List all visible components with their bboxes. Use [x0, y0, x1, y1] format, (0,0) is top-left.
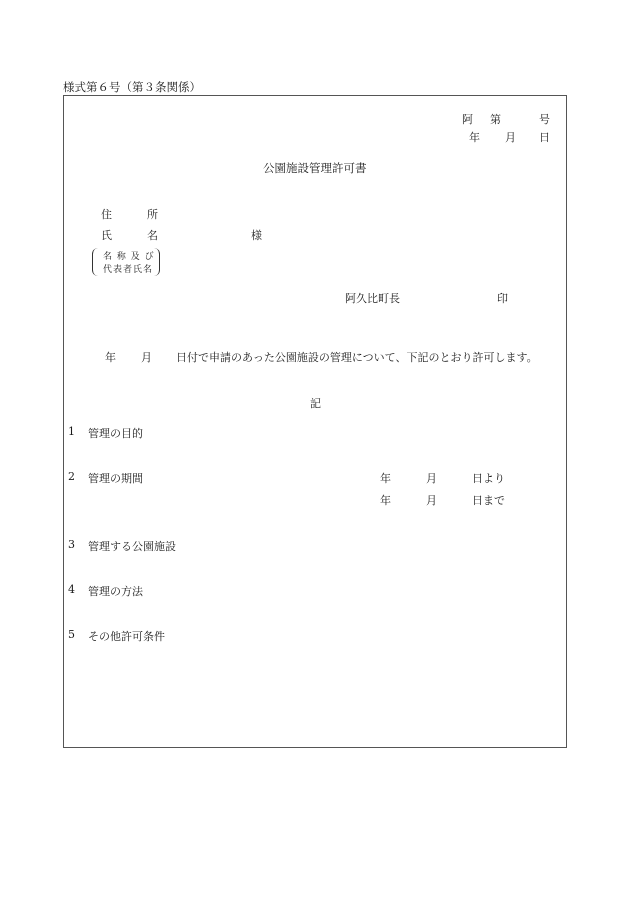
issuer-name: 阿久比町長	[345, 292, 400, 305]
org-name-line-2: 代表者氏名	[103, 265, 154, 275]
period-to-year: 年	[380, 494, 391, 507]
body-text: 日付で申請のあった公園施設の管理について、下記のとおり許可します。	[176, 351, 538, 364]
org-name-line-1: 名 称 及 び	[103, 252, 155, 262]
date-year: 年	[469, 131, 480, 144]
item-4-number: 4	[68, 583, 75, 596]
item-3-number: 3	[68, 538, 75, 551]
body-month: 月	[141, 351, 152, 364]
period-from-month: 月	[426, 472, 437, 485]
date-day: 日	[539, 131, 550, 144]
form-frame	[63, 95, 567, 748]
doc-number-mid: 第	[490, 113, 501, 126]
item-1-label: 管理の目的	[88, 427, 143, 440]
doc-number-suffix: 号	[539, 113, 550, 126]
period-from-year: 年	[380, 472, 391, 485]
item-2-label: 管理の期間	[88, 472, 143, 485]
honorific: 様	[251, 229, 262, 242]
name-label-2: 名	[147, 229, 158, 242]
form-number-header: 様式第６号（第３条関係）	[63, 80, 201, 94]
item-5-number: 5	[68, 628, 75, 641]
doc-number-prefix: 阿	[462, 113, 473, 126]
date-month: 月	[505, 131, 516, 144]
name-label-1: 氏	[101, 229, 112, 242]
item-1-number: 1	[68, 425, 75, 438]
period-to-month: 月	[426, 494, 437, 507]
address-label-2: 所	[147, 208, 158, 221]
item-5-label: その他許可条件	[88, 630, 165, 643]
item-2-number: 2	[68, 470, 75, 483]
item-3-label: 管理する公園施設	[88, 540, 176, 553]
address-label-1: 住	[101, 208, 112, 221]
seal-mark: 印	[497, 292, 508, 305]
period-from-day: 日より	[472, 472, 505, 485]
body-year: 年	[105, 351, 116, 364]
document-title: 公園施設管理許可書	[263, 161, 367, 175]
item-4-label: 管理の方法	[88, 585, 143, 598]
ki-heading: 記	[310, 397, 321, 410]
period-to-day: 日まで	[472, 494, 505, 507]
